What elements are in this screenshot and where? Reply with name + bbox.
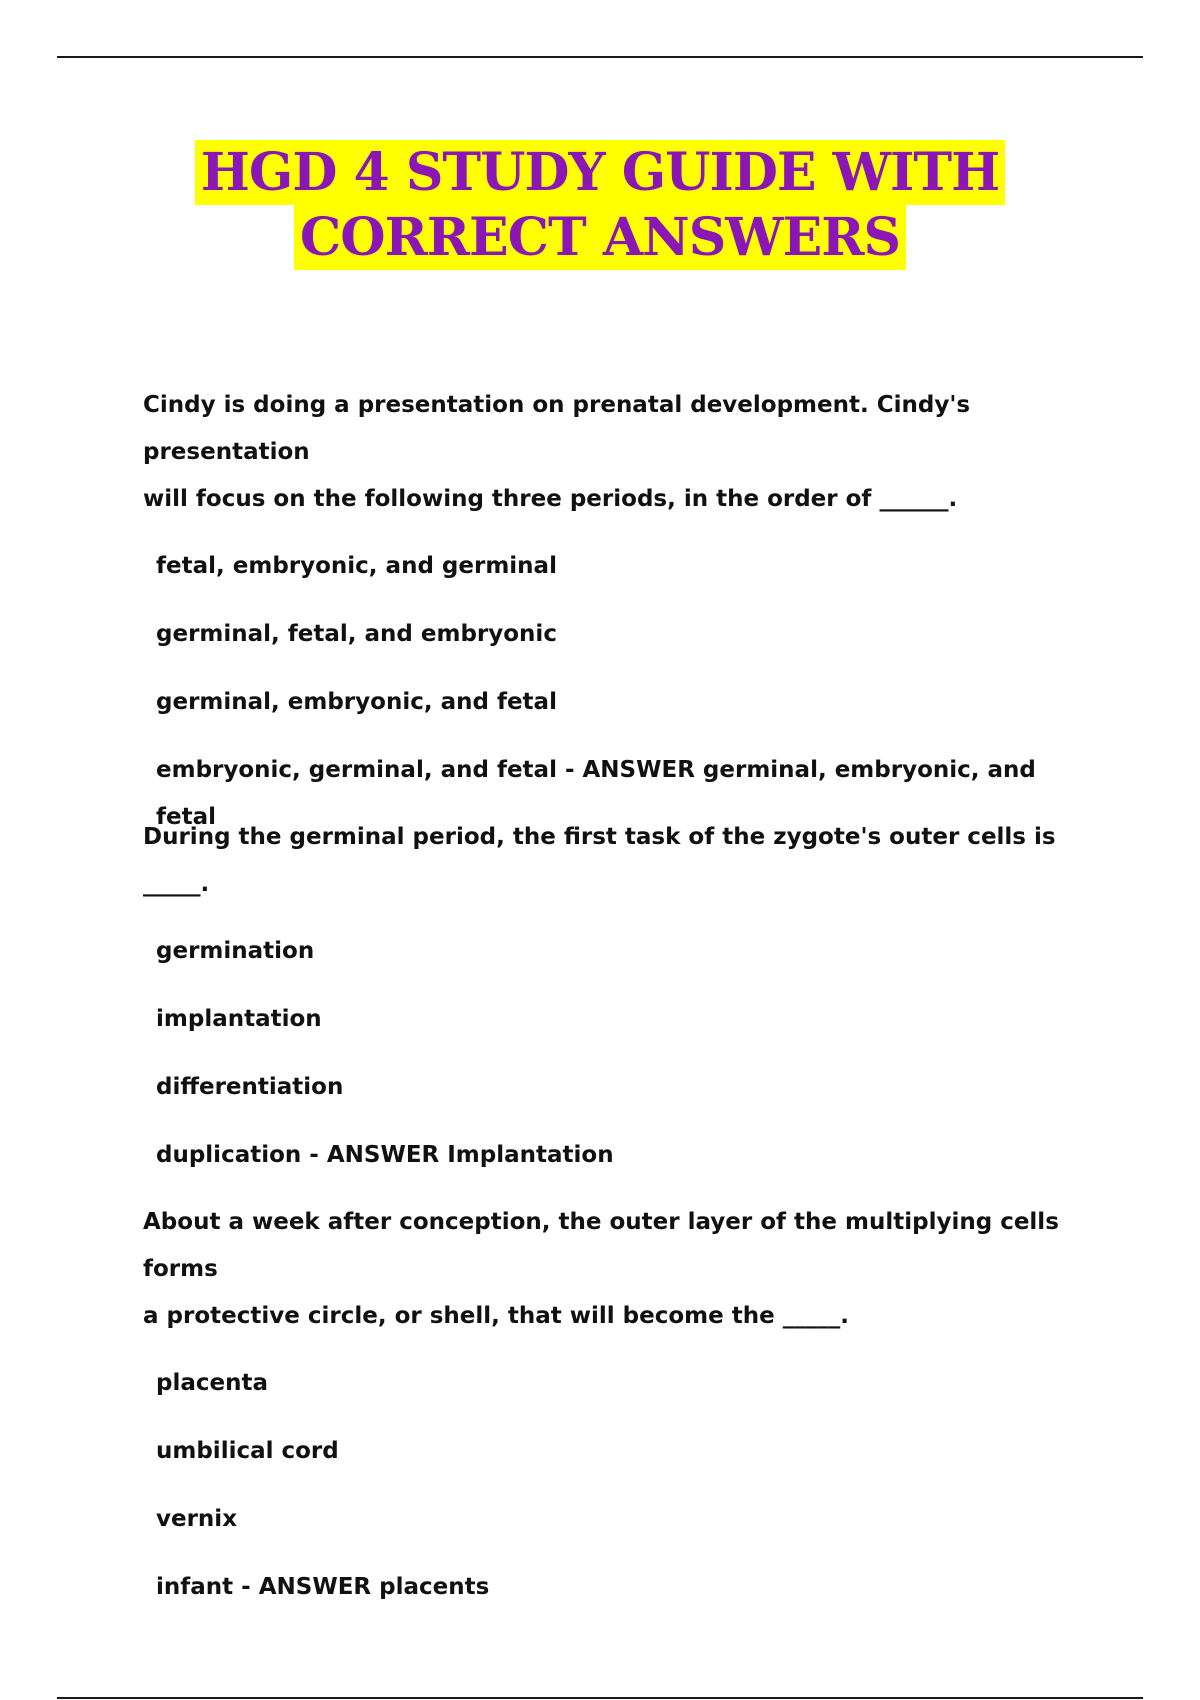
bottom-divider xyxy=(57,1697,1143,1699)
question-1-option-1: fetal, embryonic, and germinal xyxy=(156,553,557,579)
question-3-option-1: placenta xyxy=(156,1370,268,1396)
question-3-option-3: vernix xyxy=(156,1506,238,1532)
question-3-option-4-answer: infant - ANSWER placents xyxy=(156,1574,490,1600)
question-list xyxy=(143,382,1103,1631)
title-line-1: HGD 4 STUDY GUIDE WITH xyxy=(195,140,1005,205)
question-2-line-1: During the germinal period, the first task of the zygote's outer cells is _____. xyxy=(143,824,1056,897)
question-2-option-4-answer: duplication - ANSWER Implantation xyxy=(156,1142,614,1168)
title-line-2: CORRECT ANSWERS xyxy=(294,205,906,270)
question-3-line-2: a protective circle, or shell, that will become the _____. xyxy=(143,1303,849,1329)
question-1-option-2: germinal, fetal, and embryonic xyxy=(156,621,557,647)
document-title xyxy=(0,140,1200,270)
question-1-prompt xyxy=(143,382,1103,523)
question-1-line-1: Cindy is doing a presentation on prenatal development. Cindy's presentation xyxy=(143,392,971,465)
question-1-option-3: germinal, embryonic, and fetal xyxy=(156,689,557,715)
question-3-line-1: About a week after conception, the outer layer of the multiplying cells forms xyxy=(143,1209,1059,1282)
question-2-option-1: germination xyxy=(156,938,315,964)
question-2-option-3: differentiation xyxy=(156,1074,344,1100)
top-divider xyxy=(57,56,1143,58)
question-3-option-2: umbilical cord xyxy=(156,1438,339,1464)
question-3-prompt xyxy=(143,1199,1103,1340)
question-1-line-2: will focus on the following three periods, in the order of ______. xyxy=(143,486,958,512)
question-1-option-4-answer: embryonic, germinal, and fetal - ANSWER germinal, embryonic, and fetal xyxy=(156,757,1036,830)
question-2-prompt xyxy=(143,814,1103,908)
question-2-option-2: implantation xyxy=(156,1006,322,1032)
